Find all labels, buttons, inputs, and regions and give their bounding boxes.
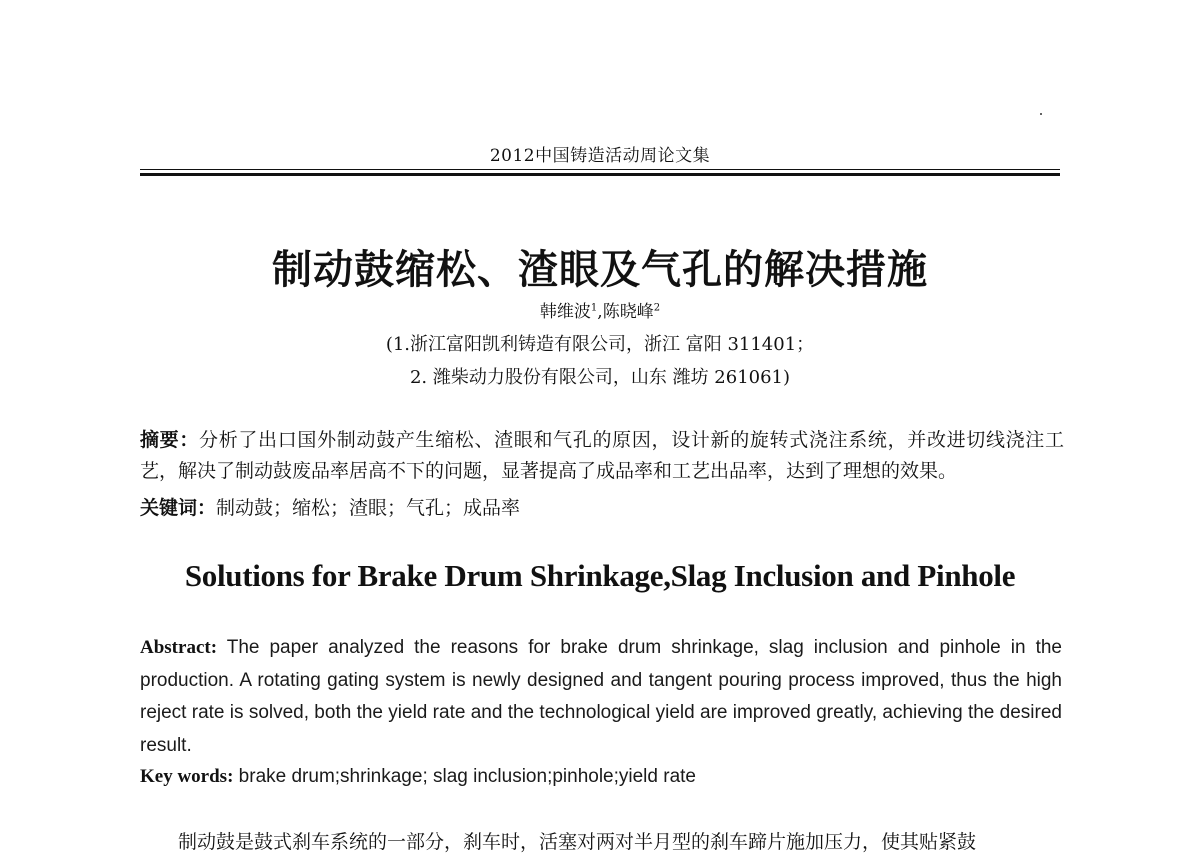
chinese-keywords bbox=[140, 493, 1064, 524]
running-head: 2012中国铸造活动周论文集 bbox=[489, 146, 711, 166]
affiliation-1: (1.浙江富阳凯利铸造有限公司，浙江 富阳 311401； bbox=[385, 334, 815, 355]
header-rule-thick bbox=[140, 173, 1060, 176]
chinese-abstract-text: 分析了出口国外制动鼓产生缩松、渣眼和气孔的原因，设计新的旋转式浇注系统，并改进切线浇注工艺，解决了制动鼓废品率居高不下的问题，显著提高了成品率和工艺出品率，达到了理想的效果。 bbox=[140, 429, 1064, 482]
author-2-affil-mark: 2 bbox=[653, 302, 661, 314]
chinese-title: 制动鼓缩松、渣眼及气孔的解决措施 bbox=[272, 247, 928, 293]
chinese-abstract bbox=[140, 425, 1064, 487]
english-keywords-text: brake drum;shrinkage; slag inclusion;pinhole;yield rate bbox=[233, 766, 696, 787]
affiliation-2: 2. 潍柴动力股份有限公司，山东 潍坊 261061) bbox=[409, 367, 791, 388]
english-keywords bbox=[140, 763, 1062, 791]
author-1-affil-mark: 1 bbox=[590, 302, 598, 314]
chinese-keywords-text: 制动鼓；缩松；渣眼；气孔；成品率 bbox=[216, 497, 521, 519]
author-2: 陈晓峰 bbox=[602, 302, 654, 322]
header-rule-thin bbox=[140, 169, 1060, 170]
english-abstract-text: The paper analyzed the reasons for brake drum shrinkage, slag inclusion and pinhole in the production. A rotating gating system is newly designed and tangent pouring process improved, thus the high reject rate is solved, both the yield rate and the technological yield are improved greatly, achieving the desired result. bbox=[140, 637, 1062, 756]
english-title: Solutions for Brake Drum Shrinkage,Slag Inclusion and Pinhole bbox=[184, 558, 1016, 593]
author-1: 韩维波 bbox=[539, 302, 591, 322]
english-abstract bbox=[140, 632, 1062, 762]
english-keywords-label: Key words: bbox=[140, 766, 234, 787]
english-abstract-label: Abstract: bbox=[140, 637, 218, 658]
body-paragraph: 制动鼓是鼓式刹车系统的一部分，刹车时，活塞对两对半月型的刹车蹄片施加压力，使其贴紧鼓 bbox=[178, 831, 977, 853]
author-line bbox=[140, 297, 1060, 322]
scan-speck bbox=[1040, 113, 1042, 115]
chinese-abstract-label: 摘要： bbox=[140, 429, 200, 451]
author-separator: , bbox=[597, 302, 603, 322]
chinese-keywords-label: 关键词： bbox=[140, 497, 217, 519]
